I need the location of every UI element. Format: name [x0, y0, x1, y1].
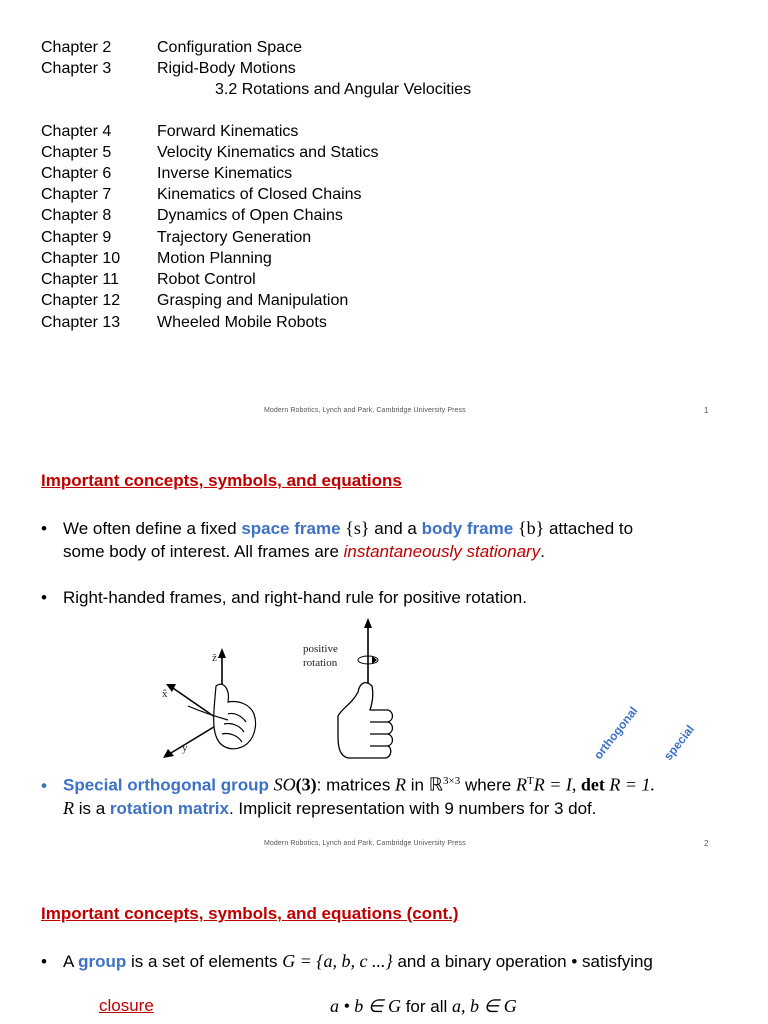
- chapter-number: Chapter 4: [41, 123, 112, 140]
- right-hand-rule-figure: [158, 616, 398, 766]
- bullet-dot: •: [41, 952, 47, 971]
- chapter-number: Chapter 8: [41, 207, 112, 224]
- slide-footer: Modern Robotics, Lynch and Park, Cambridge University Press: [264, 407, 466, 414]
- annotation-orthogonal: orthogonal: [590, 704, 641, 762]
- math-dim: 3×3: [443, 775, 461, 787]
- text: : matrices: [316, 775, 396, 795]
- text: is a set of elements: [126, 952, 283, 971]
- chapter-title: Wheeled Mobile Robots: [157, 314, 327, 331]
- chapter-title: Robot Control: [157, 271, 256, 288]
- toc-subsection: 3.2 Rotations and Angular Velocities: [215, 81, 472, 98]
- slide-heading: Important concepts, symbols, and equations: [41, 471, 402, 490]
- chapter-number: Chapter 2: [41, 39, 112, 56]
- term-special-orthogonal-group: Special orthogonal group: [63, 775, 269, 795]
- math-R: R: [63, 797, 74, 818]
- math-R: R: [395, 774, 407, 795]
- bullet-dot: •: [41, 775, 47, 795]
- annotation-special: special: [660, 722, 698, 763]
- text: is a: [74, 798, 110, 818]
- slide-footer: Modern Robotics, Lynch and Park, Cambridge University Press: [264, 840, 466, 847]
- term-body-frame: body frame: [421, 519, 514, 538]
- closure-label: closure: [99, 996, 154, 1015]
- toc-row: [41, 248, 272, 269]
- chapter-number: Chapter 5: [41, 144, 112, 161]
- rotation-label: rotation: [303, 657, 338, 669]
- positive-label: positive: [303, 643, 338, 655]
- chapter-number: Chapter 6: [41, 165, 112, 182]
- z-axis-label: ẑ: [212, 652, 217, 664]
- bullet-group: [41, 950, 761, 973]
- toc-row: [41, 227, 311, 248]
- chapter-title: Motion Planning: [157, 250, 272, 267]
- slide-heading: [41, 904, 459, 924]
- math-G: G = {a, b, c ...}: [282, 951, 393, 971]
- chapter-number: Chapter 12: [41, 292, 121, 309]
- text: We often define a fixed: [63, 519, 242, 538]
- page-number: 2: [704, 839, 709, 848]
- toc-row: [41, 163, 292, 184]
- math-real: ℝ: [428, 774, 443, 795]
- toc-row: [41, 184, 362, 205]
- term-rotation-matrix: rotation matrix: [109, 798, 229, 818]
- chapter-title: Grasping and Manipulation: [157, 292, 349, 309]
- chapter-title: Velocity Kinematics and Statics: [157, 144, 379, 161]
- chapter-title: Trajectory Generation: [157, 229, 312, 246]
- bullet-frames: [41, 517, 741, 563]
- text: attached to: [544, 519, 634, 538]
- text: where: [460, 775, 516, 795]
- term-instantaneously-stationary: instantaneously stationary: [343, 542, 541, 561]
- heading-suffix: (cont.): [401, 904, 459, 923]
- math-so: SO: [273, 774, 296, 795]
- chapter-number: Chapter 9: [41, 229, 112, 246]
- y-axis-label: ŷ: [182, 742, 188, 754]
- chapter-number: Chapter 10: [41, 250, 121, 267]
- closure-equation: [330, 996, 517, 1017]
- math-so3: (3): [295, 774, 317, 795]
- text: for all: [400, 997, 453, 1016]
- text: A: [63, 952, 79, 971]
- bullet-dot: •: [41, 519, 47, 538]
- text: and a binary operation • satisfying: [392, 952, 653, 971]
- text: and a: [369, 519, 422, 538]
- math-detR: R = 1.: [604, 774, 655, 795]
- chapter-number: Chapter 13: [41, 314, 121, 331]
- text: Right-handed frames, and right-hand rule for positive rotation.: [63, 588, 527, 607]
- chapter-number: Chapter 7: [41, 186, 112, 203]
- chapter-title: Rigid-Body Motions: [157, 60, 296, 77]
- math-det: det: [580, 774, 605, 795]
- toc-row: [41, 142, 378, 163]
- math-closure-vars: a, b ∈ G: [452, 996, 517, 1016]
- bullet-dot: •: [41, 588, 47, 607]
- term-group: group: [78, 952, 127, 971]
- toc-row: [41, 312, 327, 333]
- toc-row: [41, 269, 256, 290]
- chapter-title: Forward Kinematics: [157, 123, 299, 140]
- chapter-number: Chapter 11: [41, 271, 119, 288]
- math-RI: R = I,: [533, 774, 581, 795]
- page-number: 1: [704, 406, 709, 415]
- text: in: [406, 775, 429, 795]
- text: some body of interest. All frames are: [63, 542, 344, 561]
- math-closure: a • b ∈ G: [330, 996, 401, 1016]
- math-transpose: T: [526, 775, 534, 787]
- x-axis-label: x̂: [162, 688, 168, 700]
- chapter-number: Chapter 3: [41, 60, 112, 77]
- bullet-special-orthogonal: [41, 770, 761, 820]
- toc-row: [41, 121, 298, 142]
- math-s: {s}: [345, 518, 370, 538]
- chapter-title: Dynamics of Open Chains: [157, 207, 343, 224]
- math-b: {b}: [517, 518, 545, 538]
- toc-row: [41, 58, 296, 79]
- chapter-title: Inverse Kinematics: [157, 165, 293, 182]
- chapter-title: Configuration Space: [157, 39, 302, 56]
- text: .: [540, 542, 545, 561]
- term-space-frame: space frame: [241, 519, 341, 538]
- math-R: R: [515, 774, 527, 795]
- chapter-title: Kinematics of Closed Chains: [157, 186, 362, 203]
- bullet-right-handed: [41, 586, 741, 609]
- toc-row: [41, 205, 343, 226]
- toc-row: [41, 37, 302, 58]
- toc-row: [41, 290, 348, 311]
- hand-illustration: [158, 616, 398, 766]
- heading-text: Important concepts, symbols, and equations: [41, 904, 402, 923]
- text: . Implicit representation with 9 numbers for 3 dof.: [228, 798, 597, 818]
